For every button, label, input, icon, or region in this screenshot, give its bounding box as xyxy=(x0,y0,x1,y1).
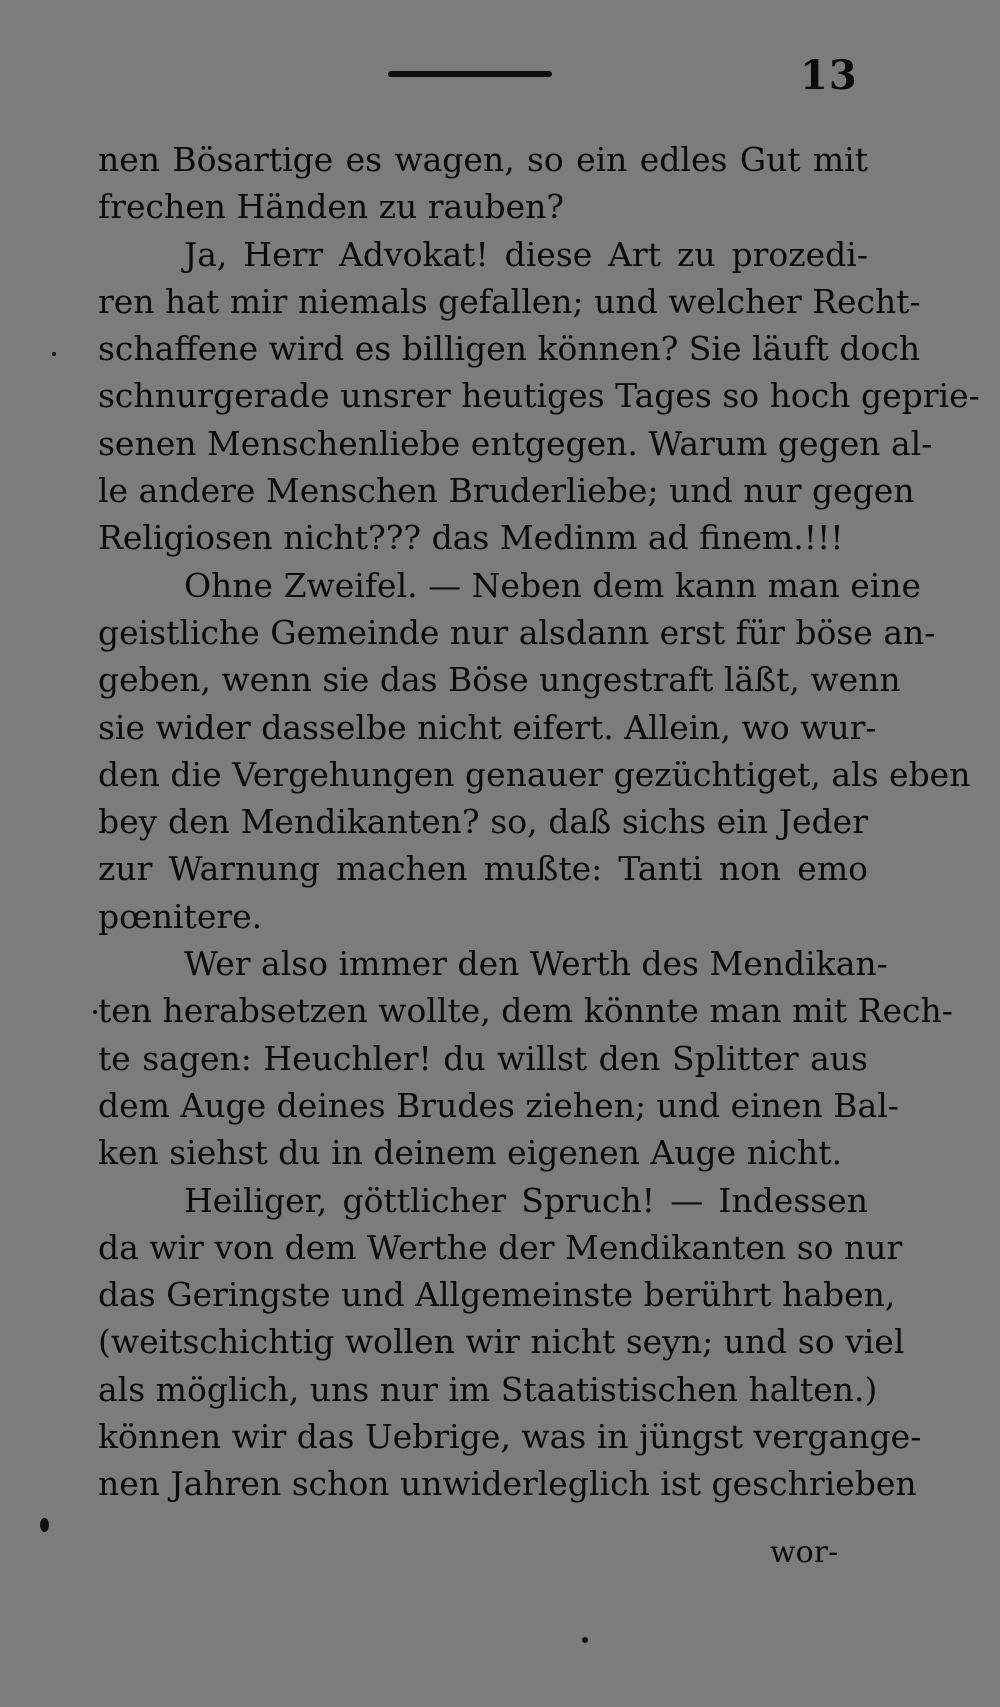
text-line: Ohne Zweifel. — Neben dem kann man eine xyxy=(184,565,922,605)
text-line: schnurgerade unsrer heutiges Tages so hoch geprie- xyxy=(98,376,980,416)
text-line: nen Jahren schon unwiderleglich ist geschrieben xyxy=(98,1464,917,1504)
text-line: te sagen: Heuchler! du willst den Splitter aus xyxy=(98,1038,868,1078)
text-line: pœnitere. xyxy=(98,896,263,936)
text-line: schaffene wird es billigen können? Sie läuft doch xyxy=(98,329,921,369)
text-line: Ja, Herr Advokat! diese Art zu prozedi- xyxy=(184,234,868,274)
text-line: (weitschichtig wollen wir nicht seyn; und so viel xyxy=(98,1322,905,1362)
text-line: ten herabsetzen wollte, dem könnte man mit Rech- xyxy=(98,991,953,1031)
text-line: le andere Menschen Bruderliebe; und nur gegen xyxy=(98,471,915,511)
header-rule xyxy=(388,71,552,77)
text-line: das Geringste und Allgemeinste berührt haben, xyxy=(98,1275,896,1315)
text-line: als möglich, uns nur im Staatistischen halten.) xyxy=(98,1369,878,1409)
text-line: ken siehst du in deinem eigenen Auge nicht. xyxy=(98,1133,842,1173)
catchword: wor- xyxy=(770,1535,839,1570)
body-text xyxy=(98,136,980,1508)
text-line: den die Vergehungen genauer gezüchtiget, als eben xyxy=(98,754,971,794)
text-line: ren hat mir niemals gefallen; und welcher Recht- xyxy=(98,281,921,321)
text-line: zur Warnung machen mußte: Tanti non emo xyxy=(98,849,868,889)
ink-speck xyxy=(40,1518,49,1532)
page-number: 13 xyxy=(800,52,858,99)
ink-speck xyxy=(582,1637,588,1643)
text-line: Wer also immer den Werth des Mendikan- xyxy=(184,944,888,984)
ink-speck xyxy=(52,352,56,356)
text-line: nen Bösartige es wagen, so ein edles Gut mit xyxy=(98,140,868,179)
text-line: sie wider dasselbe nicht eifert. Allein, wo wur- xyxy=(98,707,877,747)
text-line: da wir von dem Werthe der Mendikanten so nur xyxy=(98,1227,903,1267)
text-line: dem Auge deines Brudes ziehen; und einen Bal- xyxy=(98,1085,899,1125)
text-line: geben, wenn sie das Böse ungestraft läßt, wenn xyxy=(98,660,901,700)
text-line: Heiliger, göttlicher Spruch! — Indessen xyxy=(184,1180,868,1220)
text-line: bey den Mendikanten? so, daß sichs ein Jeder xyxy=(98,802,868,842)
text-line: Religiosen nicht??? das Medinm ad finem.!!! xyxy=(98,518,844,558)
text-line: geistliche Gemeinde nur alsdann erst für böse an- xyxy=(98,612,936,652)
text-line: senen Menschenliebe entgegen. Warum gegen al- xyxy=(98,423,933,463)
ink-speck xyxy=(93,1010,97,1014)
text-line: frechen Händen zu rauben? xyxy=(98,187,565,227)
text-line: können wir das Uebrige, was in jüngst vergange- xyxy=(98,1417,922,1457)
